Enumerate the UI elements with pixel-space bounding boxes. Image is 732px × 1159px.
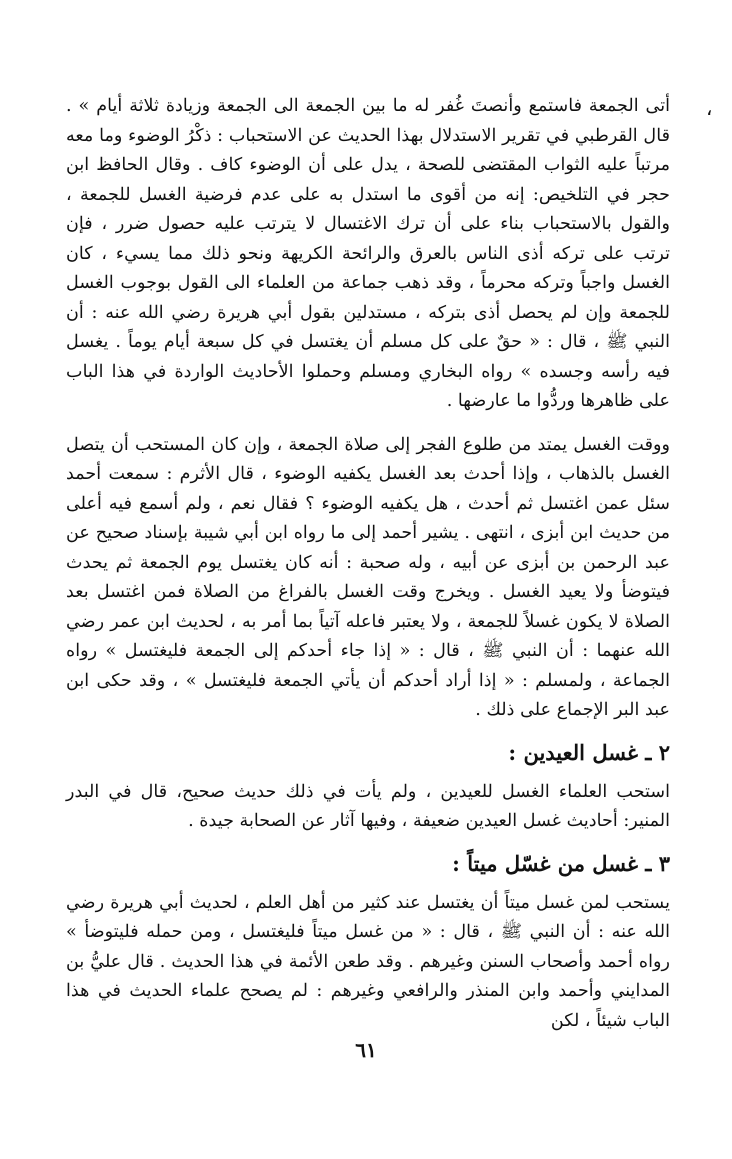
paragraph-eid-ghusl: استحب العلماء الغسل للعيدين ، ولم يأت في ذلك حديث صحيح، قال في البدر المنير: أحاديث غسل العيدين ضعيفة ، وفيها آثار عن الصحابة جيدة . <box>66 781 670 831</box>
section-heading-washing-dead: ٣ ـ غسل من غسّل ميتاً : <box>452 850 670 876</box>
paragraph-ghusl-time: ووقت الغسل يمتد من طلوع الفجر إلى صلاة الجمعة ، وإن كان المستحب أن يتصل الغسل بالذهاب ، وإذا أحدث بعد الغسل يكفيه الوضوء ، قال الأثرم : سمعت أحمد سئل عمن اغتسل ثم أحدث ، هل يكفيه الوضوء ؟ فقال نعم ، ولم أسمع فيه أعلى من حديث ابن أبزى ، انتهى . يشير أحمد إلى ما رواه ابن أبي شيبة بإسناد صحيح عن عبد الرحمن بن أبزى عن أبيه ، وله صحبة : أنه كان يغتسل يوم الجمعة ثم يحدث فيتوضأ ولا يعيد الغسل . ويخرج وقت الغسل بالفراغ من الصلاة فمن اغتسل بعد الصلاة لا يكون غسلاً للجمعة ، ولا يعتبر فاعله آتياً بما أمر به ، لحديث ابن عمر رضي الله عنهما : أن النبي ﷺ ، قال : « إذا جاء أحدكم إلى الجمعة فليغتسل » رواه الجماعة ، ولمسلم : « إذا أراد أحدكم أن يأتي الجمعة فليغتسل » ، وقد حكى ابن عبد البر الإجماع على ذلك . <box>66 434 670 720</box>
section-heading-eid: ٢ ـ غسل العيدين : <box>508 739 670 765</box>
paragraph-washing-dead: يستحب لمن غسل ميتاً أن يغتسل عند كثير من أهل العلم ، لحديث أبي هريرة رضي الله عنه : أن النبي ﷺ ، قال : « من غسل ميتاً فليغتسل ، ومن حمله فليتوضأ » رواه أحمد وأصحاب السنن وغيرهم . وقد طعن الأئمة في هذا الحديث . قال عليُّ بن المدايني وأحمد وابن المنذر والرافعي وغيرهم : لم يصحح علماء الحديث في هذا الباب شيئاً ، لكن <box>66 892 670 1031</box>
paragraph-friday-ghusl: أتى الجمعة فاستمع وأنصتَ غُفر له ما بين الجمعة الى الجمعة وزيادة ثلاثة أيام » . قال القرطبي في تقرير الاستدلال بهذا الحديث عن الاستحباب : ذكْرُ الوضوء وما معه مرتباً عليه الثواب المقتضى للصحة ، يدل على أن الوضوء كاف . وقال الحافظ ابن حجر في التلخيص: إنه من أقوى ما استدل به على عدم فرضية الغسل للجمعة ، والقول بالاستحباب بناء على أن ترك الاغتسال لا يترتب عليه حصول ضرر ، فإن ترتب على تركه أذى الناس بالعرق والرائحة الكريهة ونحو ذلك مما يسيء ، كان الغسل واجباً وتركه محرماً ، وقد ذهب جماعة من العلماء الى القول بوجوب الغسل للجمعة وإن لم يحصل أذى بتركه ، مستدلين بقول أبي هريرة رضي الله عنه : أن النبي ﷺ ، قال : « حقٌ على كل مسلم أن يغتسل في كل سبعة أيام يوماً . يغسل فيه رأسه وجسده » رواه البخاري ومسلم وحملوا الأحاديث الواردة في هذا الباب على ظاهرها وردُّوا ما عارضها . <box>66 96 670 411</box>
edge-mark: ، <box>706 96 713 120</box>
page-number: ٦١ <box>355 1038 377 1062</box>
